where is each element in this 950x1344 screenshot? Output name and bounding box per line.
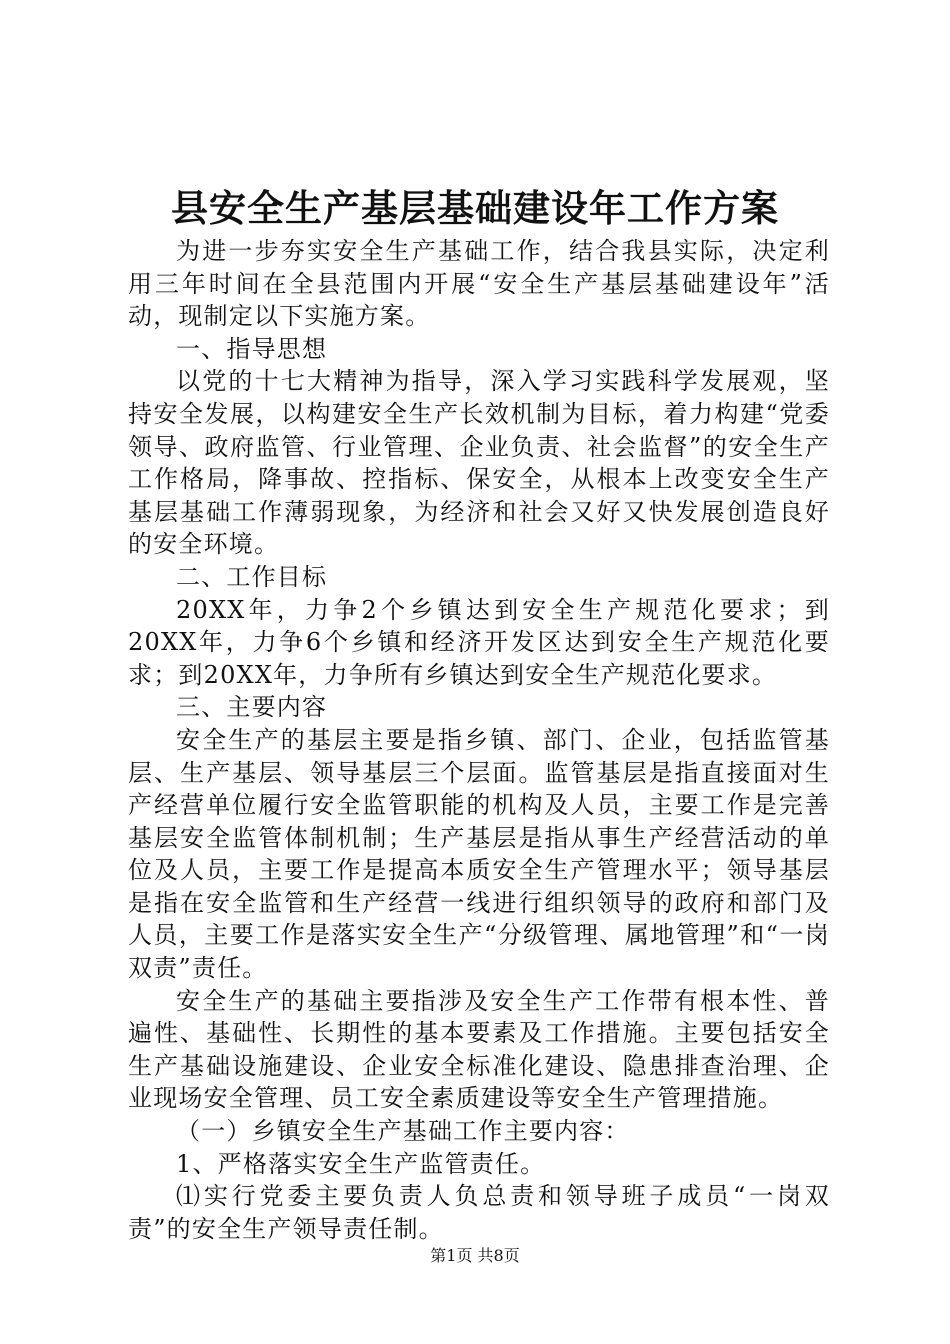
page-footer: 第1页 共8页 xyxy=(430,1246,520,1265)
document-title: 县安全生产基层基础建设年工作方案 xyxy=(171,186,779,230)
heading-guiding-ideology: 一、指导思想 xyxy=(176,334,328,363)
paragraph-intro: 为进一步夯实安全生产基础工作，结合我县实际，决定利用三年时间在全县范围内开展“安全生产基层基础建设年”活动，现制定以下实施方案。 xyxy=(128,237,830,331)
paragraph-guiding-ideology: 以党的十七大精神为指导，深入学习实践科学发展观，坚持安全发展，以构建安全生产长效机制为目标，着力构建“党委领导、政府监管、行业管理、企业负责、社会监督”的安全生产工作格局，降事故、控指标、保安全，从根本上改变安全生产基层基础工作薄弱现象，为经济和社会又好又快发展创造良好的安全环境。 xyxy=(128,367,830,559)
subheading-township-content: （一）乡镇安全生产基础工作主要内容： xyxy=(176,1117,630,1146)
paragraph-foundation-definition: 安全生产的基础主要指涉及安全生产工作带有根本性、普遍性、基础性、长期性的基本要素及工作措施。主要包括安全生产基础设施建设、企业安全标准化建设、隐患排查治理、企业现场安全管理、员工安全素质建设等安全生产管理措施。 xyxy=(128,986,830,1113)
paragraph-work-goals: 20XX年，力争2个乡镇达到安全生产规范化要求；到20XX年，力争6个乡镇和经济开发区达到安全生产规范化要求；到20XX年，力争所有乡镇达到安全生产规范化要求。 xyxy=(128,595,830,689)
list-item-1-1: ⑴实行党委主要负责人负总责和领导班子成员“一岗双责”的安全生产领导责任制。 xyxy=(128,1182,830,1243)
document-body xyxy=(128,235,830,1245)
list-item-1: 1、严格落实安全生产监管责任。 xyxy=(176,1149,546,1178)
paragraph-grassroots-definition: 安全生产的基层主要是指乡镇、部门、企业，包括监管基层、生产基层、领导基层三个层面。监管基层是指直接面对生产经营单位履行安全监管职能的机构及人员，主要工作是完善基层安全监管体制机制；生产基层是指从事生产经营活动的单位及人员，主要工作是提高本质安全生产管理水平；领导基层是指在安全监管和生产经营一线进行组织领导的政府和部门及人员，主要工作是落实安全生产“分级管理、属地管理”和“一岗双责”责任。 xyxy=(128,725,830,983)
heading-work-goals: 二、工作目标 xyxy=(176,562,328,591)
heading-main-content: 三、主要内容 xyxy=(176,693,328,722)
